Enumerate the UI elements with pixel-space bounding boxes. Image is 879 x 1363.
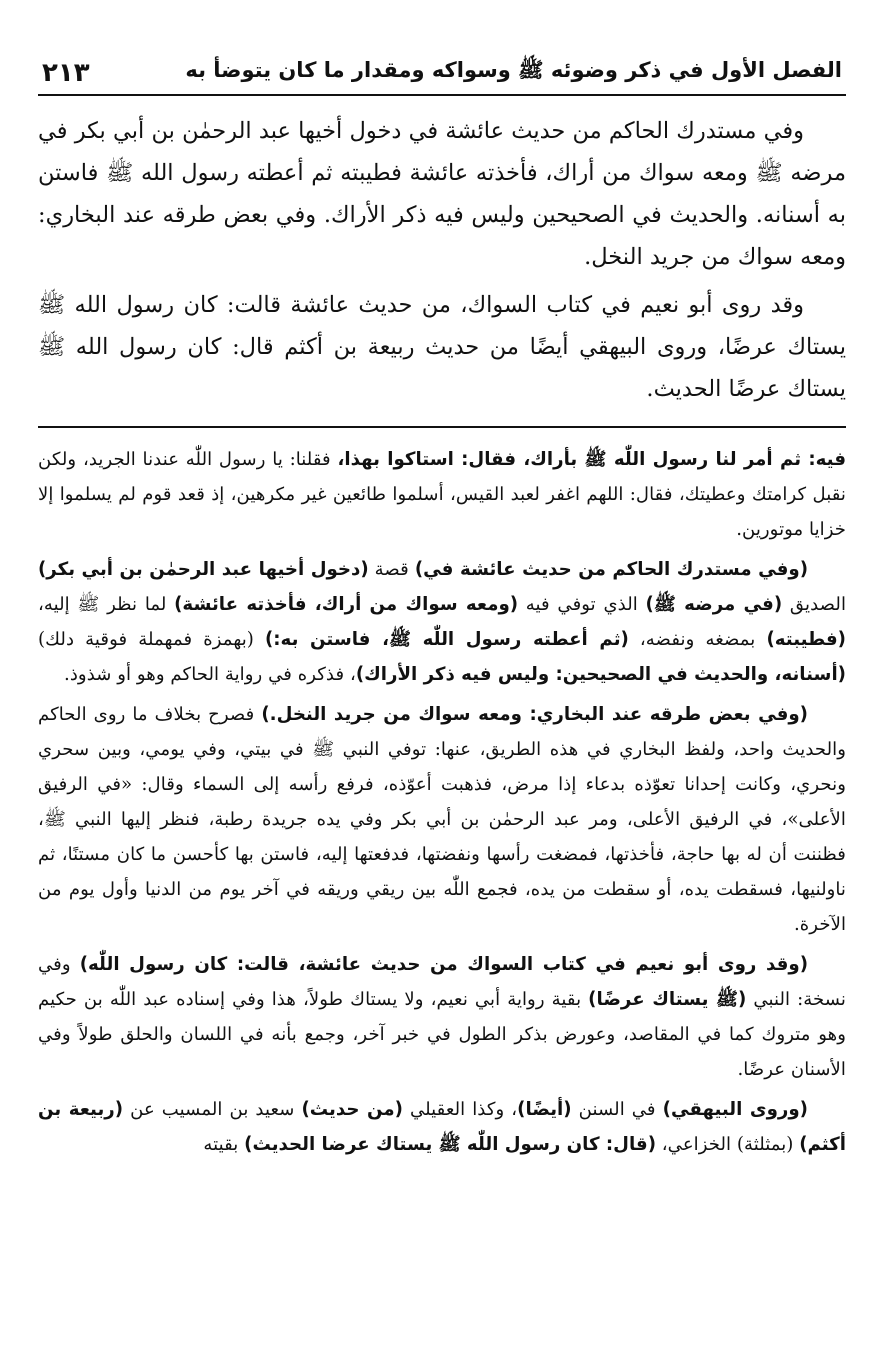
commentary-text: فصرح بخلاف ما روى الحاكم والحديث واحد، ولفظ البخاري في هذه الطريق، عنها: توفي النبي ﷺ في بيتي، وفي يومي، وبين سحري ونحري، وكانت إحدانا تعوّذه بدعاء إذا مرض، فذهبت أعوّذه، فرفع رأسه إلى السماء وقال: «في الرفيق الأعلى»، في الرفيق الأعلى، ومر عبد الرحمٰن بن أبي بكر وفي يده جريدة رطبة، فنظر إليها النبي ﷺ، فظننت أن له بها حاجة، فأخذتها، فمضغت رأسها ونفضتها، فدفعتها إليه، فاستن بها كأحسن ما كان مستنًا، ثم ناولنيها، فسقطت يده، أو سقطت من يده، فجمع اللّٰه بين ريقي وريقه في آخر يوم من الدنيا وأول يوم من الآخرة.	[38, 704, 846, 935]
commentary-separator-line	[38, 426, 846, 428]
commentary-text: بمضغه ونفضه،	[628, 629, 767, 650]
commentary	[38, 442, 846, 1162]
commentary-text: ، وكذا العقيلي	[402, 1099, 518, 1120]
quoted-base-text: (ثم أعطته رسول اللّٰه ﷺ، فاستن به:)	[264, 629, 629, 650]
quoted-base-text: (قال: كان رسول اللّٰه ﷺ يستاك عرضا الحديث)	[244, 1134, 657, 1155]
main-text-paragraph-1: وفي مستدرك الحاكم من حديث عائشة في دخول أخيها عبد الرحمٰن بن أبي بكر في مرضه ﷺ ومعه سواك من أراك، فأخذته عائشة فطيبته ثم أعطته رسول الله ﷺ فاستن به أسنانه. والحديث في الصحيحين وليس فيه ذكر الأراك. وفي بعض طرقه عند البخاري: ومعه سواك من جريد النخل.	[38, 118, 846, 270]
commentary-text: قصة	[368, 559, 415, 580]
commentary-text: ، فذكره في رواية الحاكم وهو أو شذوذ.	[64, 664, 356, 685]
commentary-text: لما نظر ﷺ إليه،	[38, 594, 175, 615]
commentary-text: الصديق	[782, 594, 847, 615]
quoted-base-text: (فطيبته)	[766, 629, 846, 650]
quoted-base-text: (ﷺ يستاك عرضًا)	[588, 989, 747, 1010]
quoted-base-text: (دخول أخيها عبد الرحمٰن بن أبي بكر)	[38, 559, 369, 580]
main-text	[38, 110, 846, 410]
commentary-paragraph	[38, 1092, 846, 1162]
quoted-base-text: (أسنانه، والحديث في الصحيحين: وليس فيه ذكر الأراك)	[355, 664, 846, 685]
commentary-paragraph	[38, 947, 846, 1087]
commentary-text: (بمثلثة) الخزاعي،	[656, 1134, 800, 1155]
quoted-base-text: (وفي بعض طرقه عند البخاري: ومعه سواك من جريد النخل.)	[261, 704, 808, 725]
commentary-text: الذي توفي فيه	[518, 594, 646, 615]
commentary-paragraph	[38, 697, 846, 942]
quoted-base-text: (وروى البيهقي)	[662, 1099, 808, 1120]
main-text-paragraph-2: وقد روى أبو نعيم في كتاب السواك، من حديث عائشة قالت: كان رسول الله ﷺ يستاك عرضًا، وروى البيهقي أيضًا من حديث ربيعة بن أكثم قال: كان رسول الله ﷺ يستاك عرضًا الحديث.	[38, 292, 846, 402]
running-header	[38, 46, 846, 96]
commentary-text: في السنن	[571, 1099, 663, 1120]
quoted-base-text: فيه: ثم أمر لنا رسول اللّٰه ﷺ بأراك، فقال: استاكوا بهذا،	[337, 449, 846, 470]
commentary-text: سعيد بن المسيب عن	[123, 1099, 302, 1120]
commentary-paragraph	[38, 442, 846, 547]
commentary-text: بقيته	[203, 1134, 245, 1155]
commentary-text: وفي نسخة: النبي	[38, 954, 846, 1010]
commentary-text: فقلنا: يا رسول اللّٰه عندنا الجريد، ولكن نقبل كرامتك وعطيتك، فقال: اللهم اغفر لعبد القيس، أسلموا طائعين غير مكرهين، إذ قعد قوم لم يسلموا إلا خزايا موتورين.	[38, 449, 846, 540]
book-page	[38, 46, 846, 1167]
quoted-base-text: (في مرضه ﷺ)	[645, 594, 783, 615]
commentary-text: (بهمزة فمهملة فوقية دلك)	[38, 629, 265, 650]
quoted-base-text: (وقد روى أبو نعيم في كتاب السواك من حديث عائشة، قالت: كان رسول اللّٰه)	[79, 954, 809, 975]
quoted-base-text: (ربيعة بن أكثم)	[38, 1099, 846, 1155]
quoted-base-text: (أيضًا)	[517, 1099, 572, 1120]
quoted-base-text: (ومعه سواك من أراك، فأخذته عائشة)	[174, 594, 519, 615]
page-number: ٢١٣	[42, 58, 90, 88]
commentary-paragraph	[38, 552, 846, 692]
chapter-title: الفصل الأول في ذكر وضوئه ﷺ وسواكه ومقدار ما كان يتوضأ به	[185, 58, 842, 82]
commentary-text: بقية رواية أبي نعيم، ولا يستاك طولاً، هذا وفي إسناده عبد اللّٰه بن حكيم وهو متروك كما في المقاصد، وعورض بذكر الطول في خبر آخر، وجمع بأنه في اللسان والحلق طولاً وفي الأسنان عرضًا.	[38, 989, 846, 1080]
quoted-base-text: (وفي مستدرك الحاكم من حديث عائشة في)	[414, 559, 809, 580]
quoted-base-text: (من حديث)	[301, 1099, 403, 1120]
